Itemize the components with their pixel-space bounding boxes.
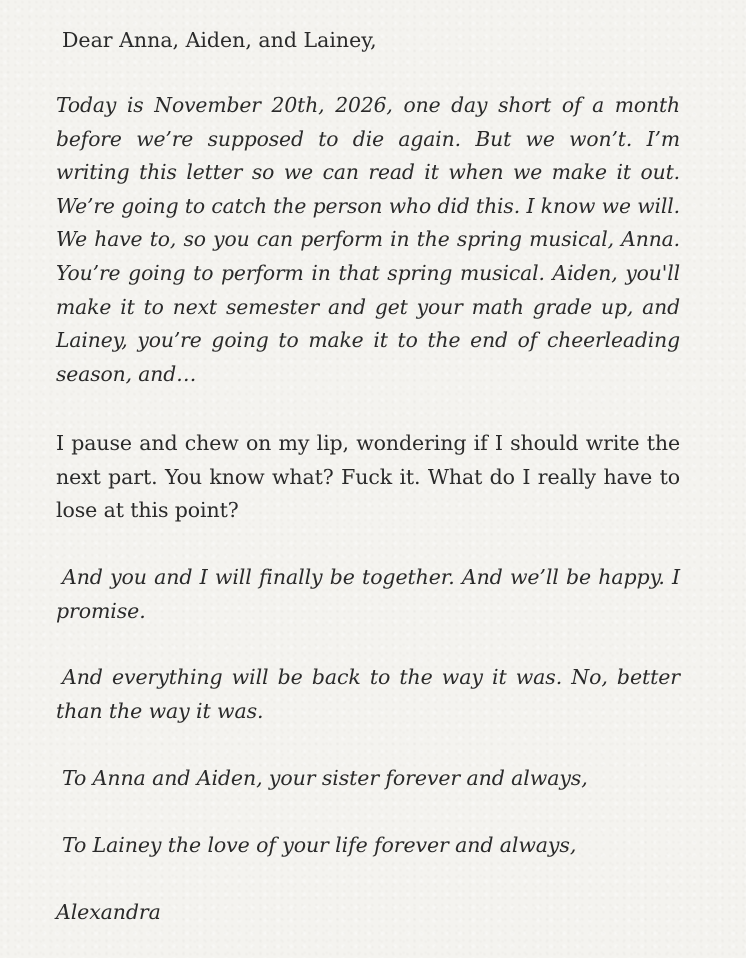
letter-paragraph-3: And you and I will finally be together. And we’ll be happy. I promise. bbox=[56, 565, 680, 623]
letter-paragraph-1: Today is November 20th, 2026, one day short of a month before we’re supposed to die again. But we won’t. I’m writing this letter so we can read it when we make it out. We’re going to catch the person who did this. I know we will. We have to, so you can perform in the spring musical, Anna. You’re going to perform in that spring musical. Aiden, you'll make it to next semester and get your math grade up, and Lainey, you’re going to make it to the end of cheerleading season, and… bbox=[56, 93, 680, 386]
letter-page bbox=[56, 24, 680, 924]
letter-closing-line-1: To Anna and Aiden, your sister forever and always, bbox=[62, 766, 588, 790]
letter-greeting: Dear Anna, Aiden, and Lainey, bbox=[62, 28, 377, 52]
letter-signature: Alexandra bbox=[56, 900, 161, 924]
letter-paragraph-4: And everything will be back to the way it was. No, better than the way it was. bbox=[56, 665, 680, 723]
letter-closing-line-2: To Lainey the love of your life forever and always, bbox=[62, 833, 577, 857]
letter-paragraph-2-narration: I pause and chew on my lip, wondering if I should write the next part. You know what? Fuck it. What do I really have to lose at this point? bbox=[56, 431, 680, 523]
